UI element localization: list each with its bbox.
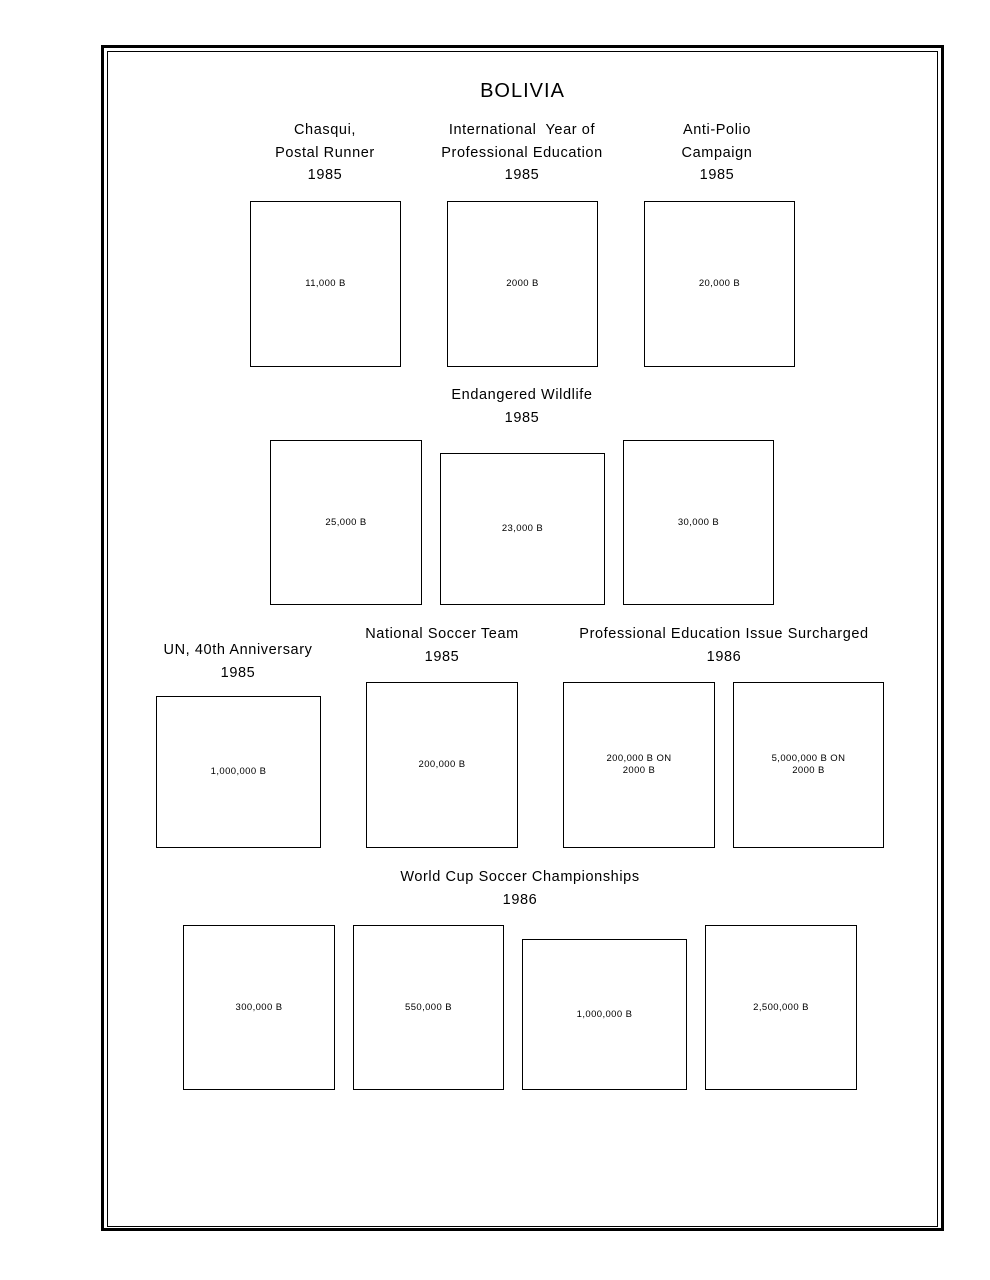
caption-line: Postal Runner — [275, 144, 375, 161]
stamp-denomination: 23,000 B — [501, 523, 544, 534]
stamp-denomination: 550,000 B — [405, 1001, 452, 1013]
stamp-mount — [705, 925, 857, 1090]
issue-caption-education — [441, 119, 603, 187]
caption-line: 1985 — [424, 648, 460, 665]
issue-caption-surcharged — [579, 623, 868, 668]
stamp-mount — [250, 201, 401, 367]
stamp-denomination: 2000 B — [506, 278, 539, 289]
stamp-denomination: 200,000 B ON 2000 B — [606, 753, 672, 776]
stamp-mount — [156, 696, 321, 848]
stamp-denomination: 2,500,000 B — [753, 1001, 809, 1013]
caption-line: World Cup Soccer Championships — [400, 869, 640, 885]
stamp-mount — [733, 682, 884, 848]
issue-caption-polio — [682, 119, 753, 187]
stamp-denomination: 20,000 B — [698, 278, 741, 289]
stamp-denomination: 25,000 B — [325, 516, 367, 528]
caption-line: Campaign — [681, 144, 753, 161]
stamp-mount — [644, 201, 795, 367]
caption-line: National Soccer Team — [365, 626, 519, 642]
caption-line: Anti-Polio — [682, 122, 752, 138]
stamp-mount — [522, 939, 687, 1090]
caption-line: UN, 40th Anniversary — [163, 642, 313, 658]
stamp-denomination: 5,000,000 B ON 2000 B — [771, 753, 846, 776]
issue-caption-wildlife — [451, 384, 592, 429]
issue-caption-chasqui — [275, 119, 375, 187]
caption-line: 1985 — [504, 409, 540, 426]
stamp-denomination: 300,000 B — [235, 1001, 283, 1013]
issue-caption-un — [163, 639, 312, 684]
stamp-mount — [563, 682, 715, 848]
stamp-mount — [447, 201, 598, 367]
stamp-denomination: 11,000 B — [305, 278, 346, 289]
stamp-denomination: 200,000 B — [418, 759, 466, 770]
caption-line: Professional Education Issue Surcharged — [579, 626, 869, 642]
stamp-mount — [183, 925, 335, 1090]
stamp-mount — [353, 925, 504, 1090]
caption-line: 1986 — [706, 648, 742, 665]
stamp-mount — [366, 682, 518, 848]
caption-line: 1985 — [504, 167, 540, 183]
stamp-denomination: 1,000,000 B — [210, 766, 267, 777]
caption-line: 1985 — [307, 167, 343, 183]
caption-line: Endangered Wildlife — [451, 387, 593, 403]
caption-line: International Year of — [448, 122, 596, 138]
caption-line: 1985 — [220, 664, 256, 681]
issue-caption-world-cup — [400, 866, 639, 911]
caption-line: Chasqui, — [293, 122, 357, 138]
caption-line: 1985 — [699, 167, 735, 183]
stamp-mount — [623, 440, 774, 605]
stamp-denomination: 1,000,000 B — [576, 1008, 633, 1020]
stamp-denomination: 30,000 B — [677, 516, 720, 528]
stamp-mount — [440, 453, 605, 605]
page-title: BOLIVIA — [480, 80, 565, 102]
stamp-mount — [270, 440, 422, 605]
issue-caption-soccer-team — [365, 623, 519, 668]
caption-line: 1986 — [502, 891, 538, 908]
caption-line: Professional Education — [441, 144, 603, 161]
